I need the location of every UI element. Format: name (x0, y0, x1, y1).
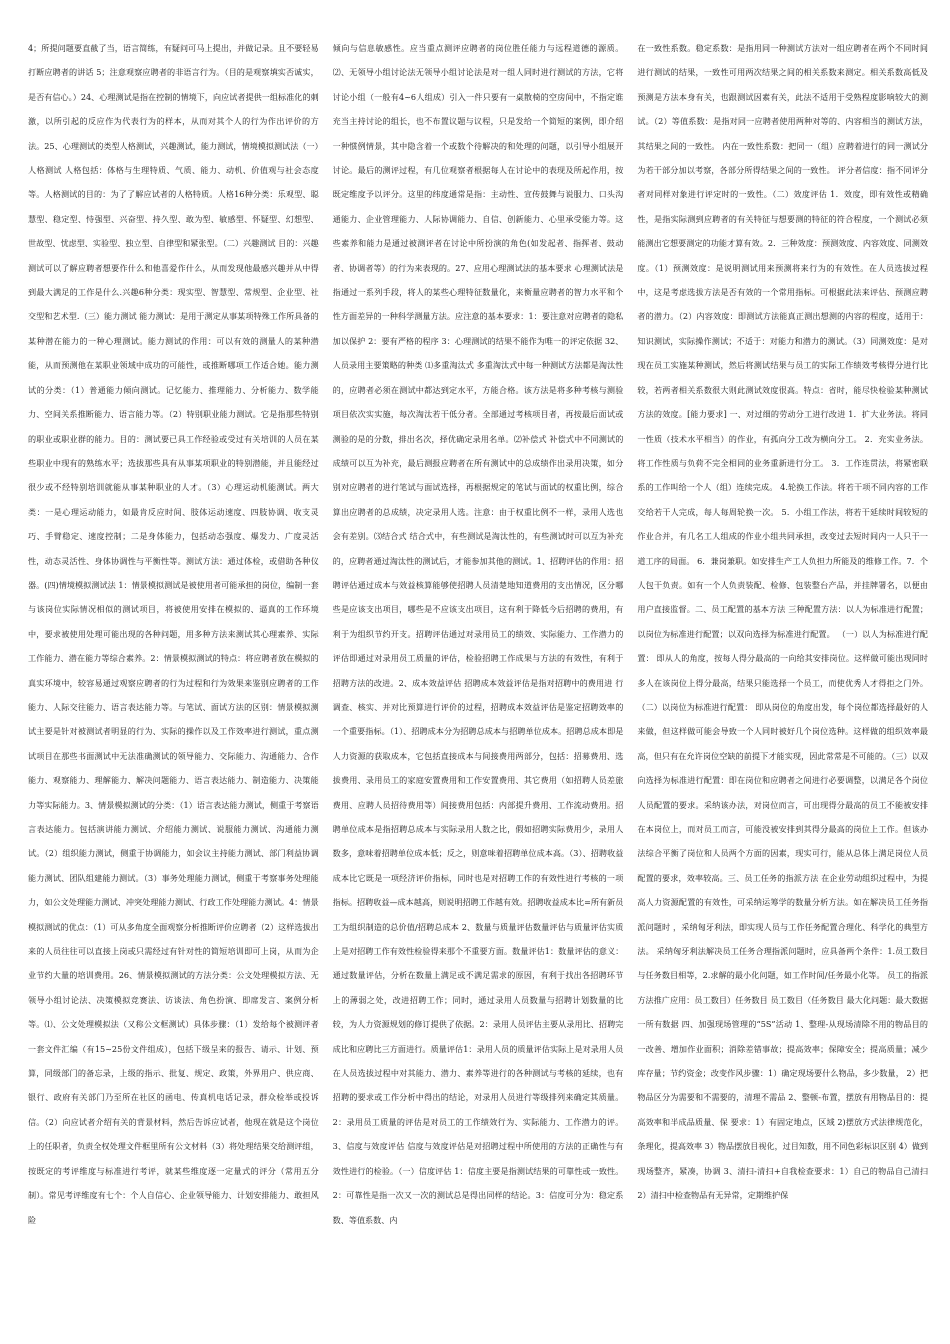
body-text: 倾向与信息敏感性。应当重点测评应聘者的岗位胜任能力与远程道德的源质。⑵、无领导小组讨论法无领导小组讨论法是对一组人同时进行测试的方法，它将讨论小组（一般有4~6人组成）引入一件只要有一桌散椅的空房间中，不指定谁充当主持讨论的组长，也不布置议题与议程，只是发给一个简短的案例，即介绍一种惯例情景，其中隐含着一个或数个待解决的和处理的问题，以引导小组展开讨论。最后的测评过程，有几位观察者根据每人在讨论中的表现及所起作用，按既定维度予以评分。这里的纬度通常是指：主动性、宣传鼓舞与说服力、口头沟通能力、企业管理能力、人际协调能力、自信、创新能力、心里承受能力等。这些素养和能力是通过被测评者在讨论中所扮演的角色(如发起者、指挥者、鼓动者、协调者等）的行为来表现的。27、应用心理测试法的基本要求 心理测试法是指通过一系列手段，将人的某些心理特征数量化，来衡量应聘者的智力水平和个性方面差异的一种科学测量方法。应注意的基本要求：1：要注意对应聘者的隐私加以保护 2：要有严格的程序 3：心理测试的结果不能作为唯一的评定依据 32、人员录用主要策略的种类 ⑴多重淘汰式 多重淘汰式中每一种测试方法都是淘汰性的，应聘者必须在测试中都达到定水平，方能合格。该方法是将多种考核与测验项目依次实实施，每次淘汰若干低分者。全部通过考核项目者，再按最后面试或测验的是的分数，排出名次，择优确定录用名单。⑵补偿式 补偿式中不同测试的成绩可以互为补充，最后测报应聘者在所有测试中的总成绩作出录用决策，如分别对应聘者的进行笔试与面试选择，再根据规定的笔试与面试的权重比例，综合算出应聘者的总成绩，决定录用人选。注意：由于权重比例不一样，录用人选也会有差别。⑶结合式 结合式中，有些测试是淘汰性的，有些测试时可以互为补充的，应聘者通过淘汰性的测试后，才能参加其他的测试。1、招聘评估的作用：招聘评估通过成本与效益核算能够使招聘人员清楚地知道费用的支出情况，区分哪些是应该支出项目，哪些是不应该支出项目，这有利于降低今后招聘的费用，有利于为组织节约开支。招聘评估通过对录用员工的绩效、实际能力、工作潜力的评估即通过对录用员工质量的评估，检验招聘工作成果与方法的有效性，有利于招聘方法的改进。2、成本效益评估 招聘成本效益评估是指对招聘中的费用进 行调查、核实、并对比预算进行评价的过程，招聘成本效益评估是鉴定招聘效率的一个重要指标。（1）、招聘成本分为招聘总成本与招聘单位成本。招聘总成本即是人力资源的获取成本，它包括直接成本与间接费用两部分，包括：招募费用、选拔费用、录用员工的家庭安置费用和工作安置费用、其它费用（如招聘人员差旅费用、应聘人员招待费用等）间接费用包括：内部提升费用、工作流动费用。招聘单位成本是指招聘总成本与实际录用人数之比，假如招聘实际费用少，录用人数多，意味着招聘单位成本低；反之，则意味着招聘单位成本高。（3）、招聘收益成本比它既是一项经济评价指标，同时也是对招聘工作的有效性进行考核的一项指标。招聘收益—成本越高，则说明招聘工作越有效。招聘收益成本比=所有新员工为组织制造的总价值/招聘总成本 2、数量与质量评估数量评估与质量评估实质上是对招聘工作有效性检验得来那个不重要方面。数量评估1：数量评估的意义：通过数量评估，分析在数量上满足或不满足需求的原因，有利于找出各招聘环节上的薄弱之处，改进招聘工作；同时，通过录用人员数量与招聘计划数量的比较，为人力资源规划的修订提供了依据。2：录用人员评估主要从录用比、招聘完成比和应聘比三方面进行。质量评估1：录用人员的质量评估实际上是对录用人员在人员选拔过程中对其能力、潜力、素养等进行的各种测试与考核的延续，也有招聘的要求或工作分析中得出的结论，对录用人员进行等级排列来确定其质量。2：录用员工质量的评估是对员工的工作绩效行为、实际能力、工作潜力的评。3、信度与效度评估 信度与效度评估是对招聘过程中所使用的方法的正确性与有效性进行的检验。（一）信度评估 1：信度主要是指测试结果的可靠性或一致性。2：可靠性是指一次又一次的测试总是得出同样的结论。3：信度可分为：稳定系数、等值系数、内 (332, 43, 624, 1225)
text-column-right (637, 36, 928, 1320)
body-text: 4；所提问题要直截了当，语言简练，有疑问可马上提出，并做记录。且不要轻易打断应聘者的讲话 5；注意观察应聘者的非语言行为。（目的是观察填实否诚实，是否有信心。）24、心理测试是指在控制的情境下，向应试者提供一组标准化的刺激，以所引起的反应作为代表行为的样本，从而对其个人的行为作出评价的方法。25、心理测试的类型人格测试，兴趣测试，能力测试，情境模拟测试法（一）人格测试 人格包括：体格与生理特质、气质、能力、动机、价值观与社会态度等。人格测试的目的：为了了解应试者的人格特质。人格16种分类：乐观型、聪慧型、稳定型、恃强型、兴奋型、持久型、敢为型、敏感型、怀疑型、幻想型、世故型、忧虑型、实验型、独立型、自律型和紧张型。（二）兴趣测试 目的：兴趣测试可以了解应聘者想要作什么和他喜爱作什么，从而发现他最感兴趣并从中得到最大满足的工作是什么.兴趣6种分类：现实型、智慧型、常规型、企业型、社交型和艺术型.（三）能力测试 能力测试：是用于测定从事某项特殊工作所具备的某种潜在能力的一种心理测试。能力测试的作用：可以有效的测量人的某种潜能，从而预测他在某职业领域中成功的可能性，或推断哪项工作适合她。能力测试的分类：（1）普通能力倾向测试。记忆能力、推理能力、分析能力、数学能力、空间关系推断能力、语言能力等。（2）特别职业能力测试。它是指那些特别的职业或职业群的能力。目的：测试要已具工作经验或受过有关培训的人员在某些职业中现有的熟练水平；选拔那些具有从事某项职业的特别潜能，并且能经过很少或不经特别培训就能从事某种职业的人才。（3）心理运动机能测试。两大类：一是心理运动能力，如最肯反应时间、肢体运动速度、四肢协调、收支灵巧、手臂稳定、速度控制；二是身体能力，包括动态强度、爆发力、广度灵活性，动态灵活性、身体协调性与平衡性等。测试方法：通过体检，或借助各种仪器。(四)情境模拟测试法 1：情景模拟测试是被使用者可能承担的岗位，编制一套与该岗位实际情况相似的测试项目，将被使用安排在模拟的、逼真的工作环境中，要求被使用处理可能出现的各种问题，用多种方法来测试其心理素养、实际工作能力、潜在能力等综合素养。2：情景模拟测试的特点：将应聘者放在模拟的真实环境中，较容易通过观察应聘者的行为过程和行为效果来鉴别应聘者的工作能力、人际交往能力、语言表达能力等。与笔试、面试方法的区别：情景模拟测试主要是针对被测试者明显的行为、实际的操作以及工作效率进行测试，重点测试项目在那些书面测试中无法准确测试的领导能力、交际能力、沟通能力、合作能力、观察能力、理解能力、解决问题能力、语言表达能力、制造能力、决策能力等实际能力。3、情景模拟测试的分类：（1）语言表达能力测试，侧重于考察语言表达能力。包括演讲能力测试、介绍能力测试、说服能力测试、沟通能力测试。（2）组织能力测试，侧重于协调能力，如会议主持能力测试、部门利益协调能力测试、团队组建能力测试。（3）事务处理能力测试，侧重于考察事务处理能力，如公文处理能力测试、冲突处理能力测试、行政工作处理能力测试。4：情景模拟测试的优点：（1）可从多角度全面观察分析推断评价应聘者（2）这样选拔出来的人员往往可以直接上岗或只需经过有针对性的简短培训即可上岗，从而为企业节约大量的培训费用。26、情景模拟测试的方法分类：公文处理模拟方法、无领导小组讨论法、决策模拟竞赛法、访谈法、角色扮演、即席发言、案例分析等。⑴、公文处理模拟法（又称公文框测试）具体步骤：（1）发给每个被测评者一套文件汇编（有15~25份文件组成），包括下级呈来的报告、请示、计划、预算，同级部门的备忘录，上级的指示、批复、规定、政策，外界用户、供应商、银行、政府有关部门乃至所在社区的函电、传真机电话记录，群众检举或投诉信。（2）向应试者介绍有关的背景材料，然后告诉应试者，他现在就是这个岗位上的任职者，负责全权处理文件框里所有公文材料（3）将处理结果交给测评组，按既定的考评维度与标准进行考评，就某些维度逐一定量式的评分（常用五分制）。常见考评维度有七个：个人自信心、企业领导能力、计划安排能力、敢担风险 (28, 43, 319, 1225)
text-column-left (28, 36, 319, 1320)
body-text: 在一致性系数。稳定系数：是指用同一种测试方法对一组应聘者在两个不同时间进行测试的结果，一致性可用两次结果之间的相关系数来测定。相关系数高低及预测是方法本身有关，也跟测试因素有关，此法不适用于受熟程度影响较大的测试。（2）等值系数：是指对同一应聘者使用两种对等的、内容相当的测试方法，其结果之间的一致性。 内在一致性系数：把同一（组）应聘着进行的同一测试分为若干部分加以考察，各部分所得结果之间的一致性。 评分者信度：指不同评分者对同样对象进行评定时的一致性。（二）效度评估 1．效度，即有效性或精确性，是指实际测到应聘者的有关特征与想要测的特征的符合程度，一个测试必须能测出它想要测定的功能才算有效。2．三种效度：预测效度、内容效度、同测效度。（1）预测效度：是说明测试用来预测将来行为的有效性。在人员选拔过程中，这是考虑选拔方法是否有效的一个常用指标。可根据此法来评估、预测应聘者的潜力。（2）内容效度：即测试方法能真正测出想测的内容的程度，适用于：知识测试，实际操作测试；不适于：对能力和潜力的测试。（3）同测效度：是对现在员工实施某种测试，然后将测试结果与员工的实际工作绩效考核得分进行比较，若两者相关系数很大则此测试效度很高。特点：省时，能尽快检验某种测试方法的效度。[能力要求] 一、对过细的劳动分工进行改进 1．扩大业务法。将同一性质（技术水平相当）的作业，有孤向分工改为横向分工。 2．充实业务法。将工作性质与负荷不完全相同的业务重新进行分工。 3．工作连贯法，将紧密联系的工作叫给一个人（组）连续完成。 4.轮换工作法。将若干项不同内容的工作交给若干人完成，每人每周轮换一次。 5．小组工作法，将若干延续时间较短的作业合并，有几名工人组成的作业小组共同承担，改变过去短时间内一人只干一道工序的局面。 6．兼岗兼职。如安排生产工人负担力所能及的维修工作。7．个人包干负责。如有一个人负责装配、检修、包装整台产品，并挂牌署名，以便由用户直接监督。二、员工配置的基本方法 三种配置方法：以人为标准进行配置；以岗位为标准进行配置；以双向选择为标准进行配置。 （一）以人为标准进行配置： 即从人的角度，按每人得分最高的一向给其安排岗位。这样做可能出现同时多人在该岗位上得分最高，结果只能选择一个员工，而使优秀人才得拒之门外。（二）以岗位为标准进行配置： 即从岗位的角度出发，每个岗位都选择最好的人来做，但这样做可能会导致一个人同时被好几个岗位选种。这样做的组织效率最高，但只有在允许岗位空缺的前提下才能实现，因此常常是不可能的。（三）以双向选择为标准进行配置：即在岗位和应聘者之间进行必要调整，以满足各个岗位人员配置的要求。采纳该办法，对岗位而言，可出现得分最高的员工不能被安排在本岗位上，而对员工而言，可能没被安排到其得分最高的岗位上工作。但该办法综合平衡了岗位和人员两个方面的因素，现实可行，能从总体上满足岗位人员配置的要求，效率较高。三、员工任务的指派方法 在企业劳动组织过程中，为提高人力资源配置的有效性，可采纳运筹学的数量分析方法。如在解决员工任务指派问题时 ，采纳匈牙利法，即实现人员与工作任务配置合理化、科学化的典型方法。 采纳匈牙利法解决员工任务合理指派问题时，应具备两个条件：1.员工数目与任务数目相等，2.求解的最小化问题，如工作时间/任务最小化等。 员工的指派方法推广应用：员工数目）任务数目 员工数目（任务数目 最大化问题：最大数据一所有数据 四、加强现场管理的“5S”活动 1、整理-从现场清除不用的物品目的一改善、增加作业面积；消除差错事故；提高效率；保障安全；提高质量；减少库存量；节约资金；改变作风步骤：1）确定现场要什么物品，多少数量， 2）把物品区分为需要和不需要的，清理不需品 2、整顿-布置，摆放有用物品目的：提高效率和半成品质量、保 要求：1）有固定地点，区域 2)摆放方式法律规范化，条理化，提高效率 3）物品摆放目视化，过目知数，用不同色彩标识区别 4）做到现场整齐，紧凑，协调 3、清扫-清扫+自我检查要求：1）自己的物品自己清扫 2）清扫中检查物品有无异常，定期维护保 (637, 43, 929, 1201)
text-column-middle (333, 36, 624, 1320)
